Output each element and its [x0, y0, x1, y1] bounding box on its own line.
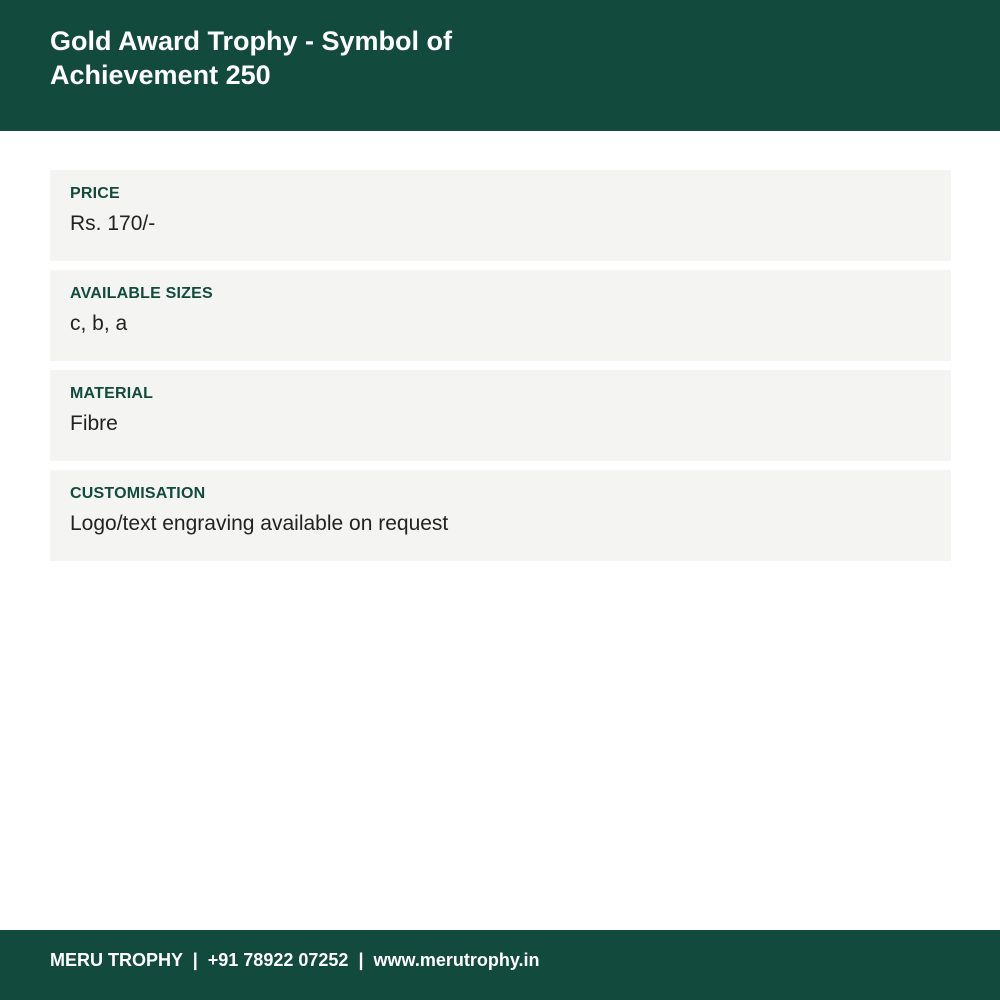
header-banner [0, 0, 1000, 131]
price-value: Rs. 170/- [70, 212, 156, 235]
footer-website: www.merutrophy.in [373, 950, 540, 970]
material-card [50, 370, 951, 461]
footer-phone: +91 78922 07252 [207, 950, 349, 970]
customisation-label: CUSTOMISATION [70, 485, 206, 502]
footer-brand: MERU TROPHY [50, 950, 183, 970]
price-card [50, 170, 951, 261]
available-sizes-value: c, b, a [70, 312, 128, 335]
footer-bar [0, 930, 1000, 1000]
footer-separator: | [358, 950, 364, 970]
page-title: Gold Award Trophy - Symbol of Achievement 250 [50, 26, 453, 90]
customisation-value: Logo/text engraving available on request [70, 512, 449, 535]
material-label: MATERIAL [70, 385, 154, 402]
details-list [50, 170, 951, 570]
material-value: Fibre [70, 412, 118, 435]
available-sizes-label: AVAILABLE SIZES [70, 285, 213, 302]
available-sizes-card [50, 270, 951, 361]
price-label: PRICE [70, 185, 120, 202]
customisation-card [50, 470, 951, 561]
footer-contact-line [50, 949, 540, 971]
footer-separator: | [192, 950, 198, 970]
